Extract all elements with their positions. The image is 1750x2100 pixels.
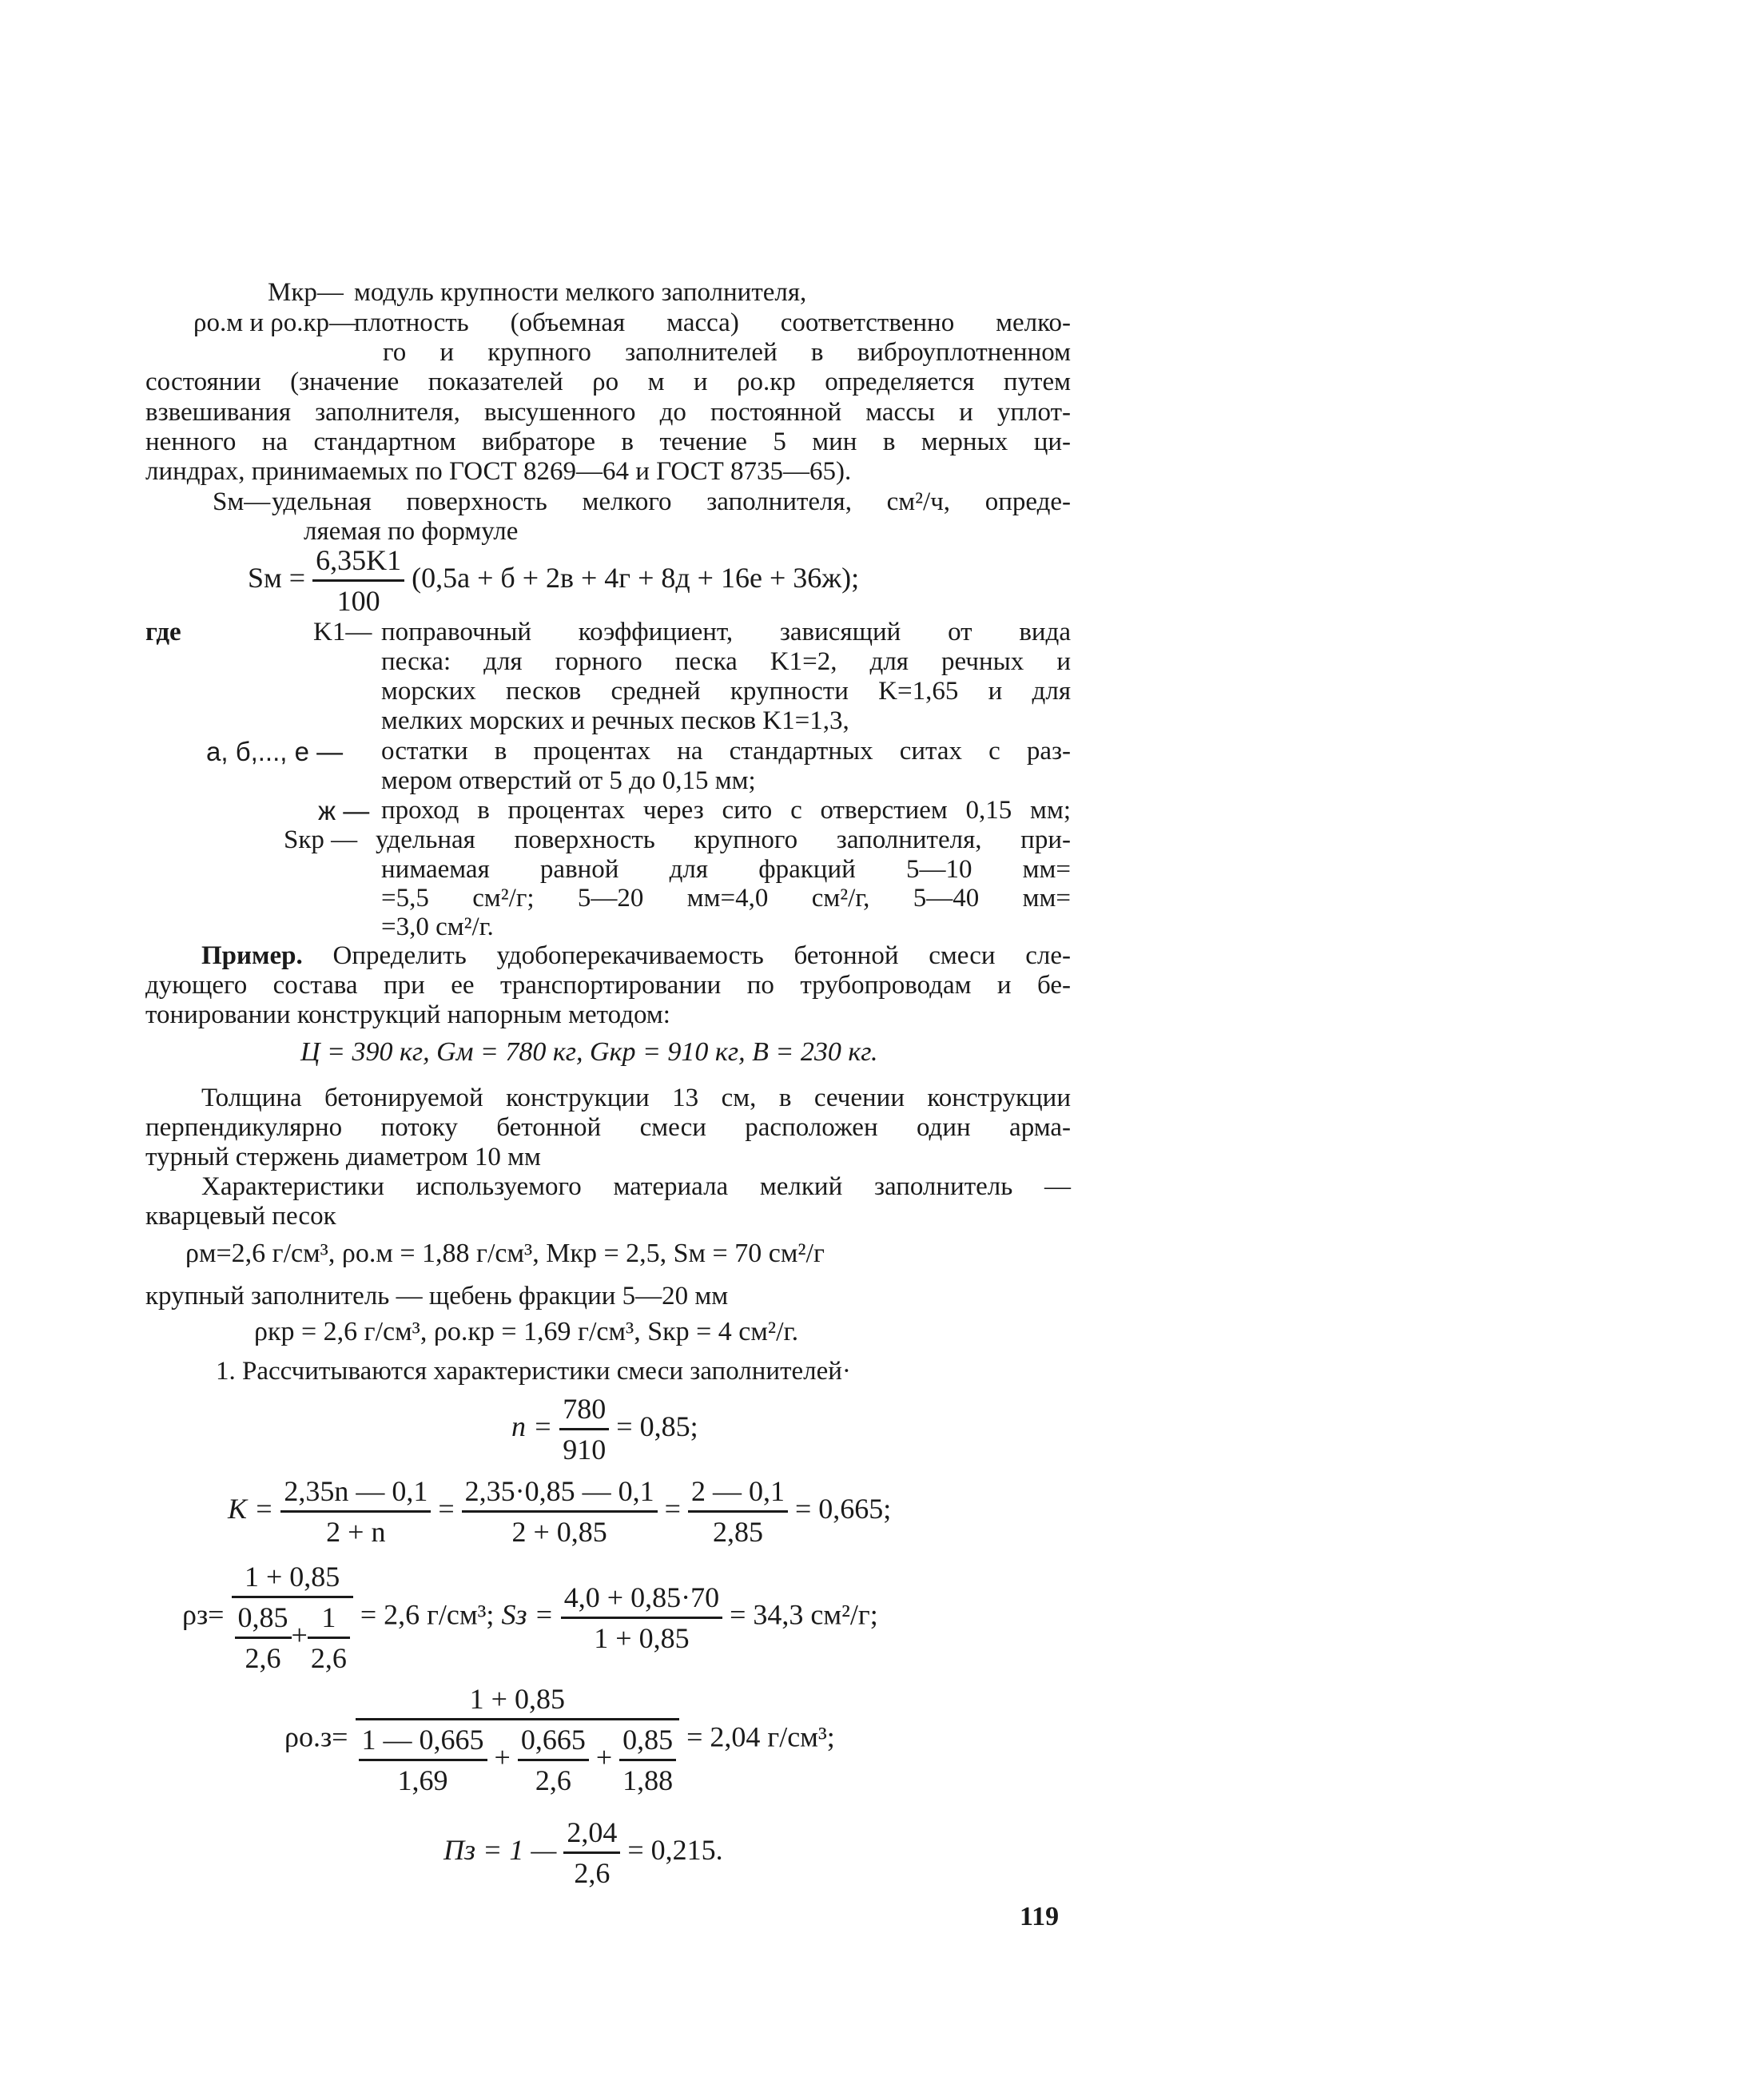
calc-roz-plus-2: + (595, 1740, 613, 1773)
formula-sm-num: 6,35K1 (312, 546, 404, 582)
calc-k (228, 1477, 891, 1546)
where-k1-name: K1— (313, 618, 372, 646)
where-k1-line-4: мелких морских и речных песков K1=1,3, (381, 706, 849, 735)
calc-roz-c-num: 0,85 (619, 1725, 676, 1761)
where-k1-line-3: морских песков средней крупности K=1,65 и для (381, 677, 1071, 706)
calc-roz-lhs: ρо.з= (284, 1720, 348, 1753)
formula-sm-den: 100 (336, 585, 380, 617)
calc-roz-den-c (619, 1725, 676, 1795)
calc-n (511, 1394, 698, 1464)
calc-rz-lhs: ρз= (182, 1598, 225, 1631)
calc-rz-rhs: = 2,6 г/см³; (360, 1598, 495, 1631)
where-skr-line-1: удельная поверхность крупного заполнителя, при- (376, 825, 1071, 854)
where-k1-line-1: поправочный коэффициент, зависящий от вида (381, 618, 1071, 646)
calc-n-num: 780 (559, 1394, 609, 1430)
example-line-1 (201, 943, 1071, 969)
example-line-1-text: Определить удобоперекачиваемость бетонной смеси сле- (332, 941, 1071, 970)
def-mkr-text: модуль крупности мелкого заполнителя, (354, 278, 807, 307)
calc-n-lhs: n = (511, 1410, 553, 1442)
cont-line-4: линдрах, принимаемых по ГОСТ 8269—64 и ГОСТ 8735—65). (145, 457, 852, 486)
example-line-3: тонировании конструкций напорным методом: (145, 1000, 670, 1029)
calc-rz-num: 1 + 0,85 (232, 1562, 353, 1598)
calc-k-fraction-3 (688, 1477, 788, 1546)
def-rho-line-2: го и крупного заполнителей в виброуплотненном (383, 338, 1071, 367)
def-rho-names: ρо.м и ρо.кр— (193, 308, 356, 337)
where-abe-line-1: остатки в процентах на стандартных ситах с раз- (381, 737, 1071, 766)
cont-line-1: состоянии (значение показателей ρо м и ρо.кр определяется путем (145, 368, 1071, 396)
calc-k-f3-den: 2,85 (712, 1516, 763, 1548)
calc-roz-num: 1 + 0,85 (356, 1684, 680, 1720)
calc-pz-den: 2,6 (574, 1857, 611, 1889)
calc-rz-b-den: 2,6 (310, 1642, 347, 1674)
calc-sz-num: 4,0 + 0,85·70 (561, 1583, 722, 1619)
calc-pz-fraction (563, 1818, 620, 1887)
formula-sm-rhs: (0,5а + б + 2в + 4г + 8д + 16е + 36ж); (412, 561, 860, 594)
calc-k-rhs: = 0,665; (794, 1492, 892, 1525)
example-p2-line-3: турный стержень диаметром 10 мм (145, 1143, 541, 1171)
where-abe-name: а, б,..., е — (206, 737, 344, 766)
example-p2-line-2: перпендикулярно потоку бетонной смеси расположен один арма- (145, 1113, 1071, 1142)
example-step-1: 1. Рассчитываются характеристики смеси заполнителей· (216, 1357, 851, 1386)
calc-roz-den-a (359, 1725, 487, 1795)
calc-n-rhs: = 0,85; (616, 1410, 698, 1442)
calc-rz-plus: + (291, 1618, 308, 1651)
calc-roz-b-den: 2,6 (535, 1764, 571, 1796)
calc-rz-den-a (235, 1603, 292, 1672)
calc-roz-a-num: 1 — 0,665 (359, 1725, 487, 1761)
example-p2-line-1: Толщина бетонируемой конструкции 13 см, в сечении конструкции (201, 1084, 1071, 1112)
calc-roz-den-b (518, 1725, 589, 1795)
calc-sz-rhs: = 34,3 см²/г; (730, 1598, 878, 1631)
calc-rz-a-den: 2,6 (245, 1642, 281, 1674)
calc-k-f1-num: 2,35n — 0,1 (280, 1477, 431, 1513)
calc-rz-fraction (232, 1562, 353, 1672)
calc-k-f2-num: 2,35·0,85 — 0,1 (462, 1477, 658, 1513)
where-skr-line-4: =3,0 см²/г. (381, 913, 494, 941)
formula-sm-fraction (312, 546, 404, 615)
def-sm-name: Sм— (213, 487, 271, 516)
where-skr-line-3: =5,5 см²/г; 5—20 мм=4,0 см²/г, 5—40 мм= (381, 884, 1071, 913)
calc-rz-a-num: 0,85 (235, 1603, 292, 1639)
calc-rz-den (232, 1598, 353, 1672)
calc-rz-den-b (308, 1603, 350, 1672)
example-p3-line-1: Характеристики используемого материала мелкий заполнитель — (201, 1172, 1071, 1201)
calc-sz-fraction (561, 1583, 722, 1653)
calc-sz-den: 1 + 0,85 (594, 1621, 690, 1654)
example-coarse-heading: крупный заполнитель — щебень фракции 5—20 мм (145, 1282, 729, 1311)
calc-pz-num: 2,04 (563, 1818, 620, 1854)
example-coarse-aggregate: ρкр = 2,6 г/см³, ρо.кр = 1,69 г/см³, Sкр = 4 см²/г. (254, 1317, 799, 1346)
calc-sz-lhs: Sз = (501, 1598, 554, 1631)
calc-roz-den (356, 1720, 680, 1795)
calc-rho-z-and-s-z (182, 1562, 878, 1672)
def-mkr-name: Мкр— (268, 278, 344, 307)
calc-roz-b-num: 0,665 (518, 1725, 589, 1761)
calc-roz-a-den: 1,69 (397, 1764, 448, 1796)
cont-line-2: взвешивания заполнителя, высушенного до постоянной массы и уплот- (145, 398, 1071, 427)
calc-roz-fraction (356, 1684, 680, 1795)
example-line-2: дующего состава при ее транспортировании по трубопроводам и бе- (145, 971, 1071, 1000)
calc-roz-plus-1: + (494, 1740, 511, 1773)
example-fine-aggregate: ρм=2,6 г/см³, ρо.м = 1,88 г/см³, Mкр = 2,5, Sм = 70 см²/г (185, 1239, 825, 1268)
where-k1-line-2: песка: для горного песка K1=2, для речных и (381, 647, 1071, 676)
calc-rz-b-num: 1 (308, 1603, 350, 1639)
calc-roz-rhs: = 2,04 г/см³; (686, 1720, 835, 1753)
def-rho-line-1: плотность (объемная масса) соответственно мелко- (354, 308, 1071, 337)
where-label: где (145, 618, 181, 646)
calc-n-fraction (559, 1394, 609, 1464)
calc-k-eq-1: = (438, 1492, 455, 1525)
example-label: Пример. (201, 941, 303, 970)
def-sm-line-2: ляемая по формуле (304, 517, 519, 546)
calc-pz-rhs: = 0,215. (627, 1833, 723, 1866)
calc-rho-oz (284, 1684, 835, 1795)
where-zh-line-1: проход в процентах через сито с отверстием 0,15 мм; (381, 796, 1071, 825)
example-p3-line-2: кварцевый песок (145, 1202, 336, 1231)
example-composition: Ц = 390 кг, Gм = 780 кг, Gкр = 910 кг, B = 230 кг. (300, 1037, 878, 1067)
calc-pz-lhs: Пз = 1 — (443, 1833, 557, 1866)
calc-k-f1-den: 2 + n (326, 1516, 386, 1548)
where-zh-name: ж — (318, 796, 370, 825)
where-skr-name: Sкр — (284, 825, 358, 854)
formula-sm-lhs: Sм = (248, 561, 306, 594)
calc-k-f3-num: 2 — 0,1 (688, 1477, 788, 1513)
calc-k-f2-den: 2 + 0,85 (511, 1516, 607, 1548)
calc-k-fraction-2 (462, 1477, 658, 1546)
where-skr-line-2: нимаемая равной для фракций 5—10 мм= (381, 855, 1071, 884)
calc-pz (443, 1818, 723, 1887)
calc-k-lhs: K = (228, 1492, 274, 1525)
where-abe-line-2: мером отверстий от 5 до 0,15 мм; (381, 766, 756, 795)
calc-k-eq-2: = (664, 1492, 681, 1525)
calc-k-fraction-1 (280, 1477, 431, 1546)
calc-roz-c-den: 1,88 (622, 1764, 674, 1796)
formula-sm (248, 546, 859, 615)
page-number: 119 (1020, 1902, 1060, 1931)
cont-line-3: ненного на стандартном вибраторе в течение 5 мин в мерных ци- (145, 428, 1071, 456)
calc-n-den: 910 (563, 1434, 607, 1466)
def-sm-line-1: удельная поверхность мелкого заполнителя, см²/ч, опреде- (272, 487, 1071, 516)
